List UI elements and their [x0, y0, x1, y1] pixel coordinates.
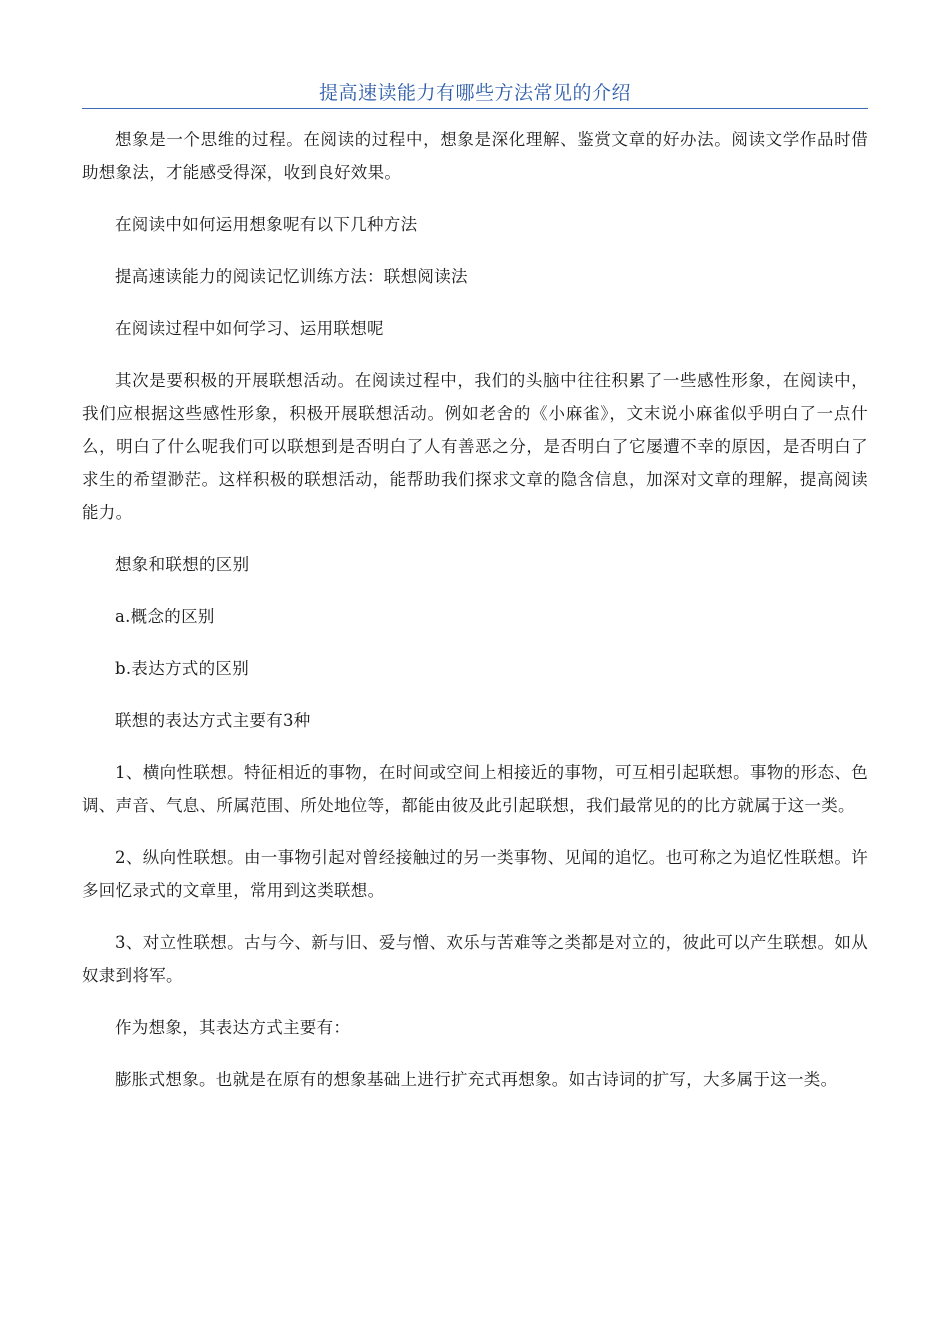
paragraph: b.表达方式的区别 — [115, 659, 250, 678]
paragraph: a.概念的区别 — [115, 607, 215, 626]
paragraph: 其次是要积极的开展联想活动。在阅读过程中，我们的头脑中往往积累了一些感性形象，在阅读中，我们应根据这些感性形象，积极开展联想活动。例如老舍的《小麻雀》，文末说小麻雀似乎明白了一点什么，明白了什么呢我们可以联想到是否明白了人有善恶之分，是否明白了它屡遭不幸的原因，是否明白了求生的希望渺茫。这样积极的联想活动，能帮助我们探求文章的隐含信息，加深对文章的理解，提高阅读能力。 — [82, 371, 868, 522]
paragraph: 3、对立性联想。古与今、新与旧、爱与憎、欢乐与苦难等之类都是对立的，彼此可以产生联想。如从奴隶到将军。 — [82, 933, 868, 985]
document-title: 提高速读能力有哪些方法常见的介绍 — [318, 82, 631, 104]
paragraph: 膨胀式想象。也就是在原有的想象基础上进行扩充式再想象。如古诗词的扩写，大多属于这一类。 — [115, 1070, 838, 1089]
paragraph: 作为想象，其表达方式主要有： — [115, 1018, 351, 1037]
paragraph: 想象是一个思维的过程。在阅读的过程中，想象是深化理解、鉴赏文章的好办法。阅读文学作品时借助想象法，才能感受得深，收到良好效果。 — [82, 130, 868, 182]
document-page — [82, 78, 868, 1115]
title-underline — [82, 108, 868, 109]
paragraph: 想象和联想的区别 — [115, 555, 250, 574]
paragraph: 提高速读能力的阅读记忆训练方法：联想阅读法 — [115, 267, 468, 286]
paragraph: 在阅读过程中如何学习、运用联想呢 — [115, 319, 384, 338]
paragraph: 联想的表达方式主要有3种 — [115, 711, 311, 730]
paragraph: 2、纵向性联想。由一事物引起对曾经接触过的另一类事物、见闻的追忆。也可称之为追忆性联想。许多回忆录式的文章里，常用到这类联想。 — [82, 848, 868, 900]
paragraph: 1、横向性联想。特征相近的事物，在时间或空间上相接近的事物，可互相引起联想。事物的形态、色调、声音、气息、所属范围、所处地位等，都能由彼及此引起联想，我们最常见的的比方就属于这一类。 — [82, 763, 868, 815]
paragraph: 在阅读中如何运用想象呢有以下几种方法 — [115, 215, 418, 234]
